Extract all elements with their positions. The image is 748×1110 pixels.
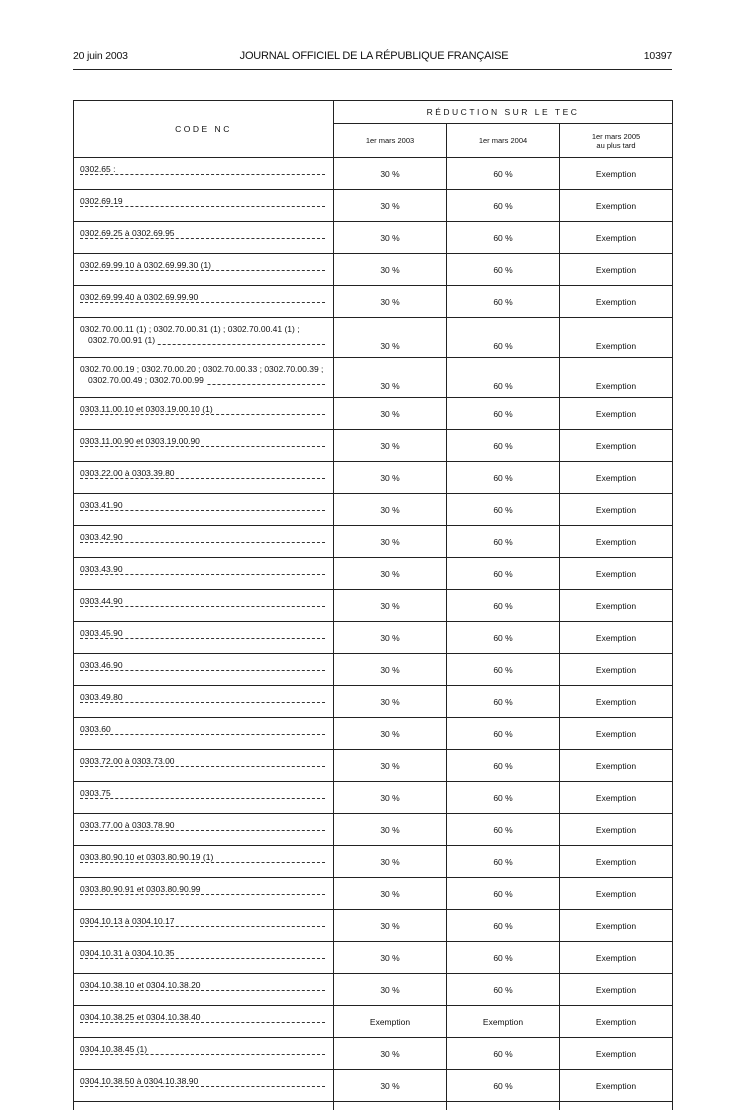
code-label: 0304.10.31 à 0304.10.35	[80, 948, 177, 958]
table-row	[74, 494, 673, 526]
value-2003: 30 %	[334, 190, 447, 222]
value-2003: 30 %	[334, 910, 447, 942]
code-label: 0303.43.90	[80, 564, 125, 574]
dot-leader	[80, 1054, 325, 1055]
value-2003: 30 %	[334, 1070, 447, 1102]
code-cell	[74, 622, 334, 654]
dot-leader	[80, 702, 325, 703]
value-2003: 30 %	[334, 718, 447, 750]
value-2003: 30 %	[334, 318, 447, 358]
value-2005: Exemption	[560, 878, 673, 910]
value-2005: Exemption	[560, 430, 673, 462]
dot-leader	[80, 990, 325, 991]
code-cell	[74, 750, 334, 782]
value-2004: 60 %	[447, 974, 560, 1006]
value-2003: Exemption	[334, 1006, 447, 1038]
continuation-cell	[447, 1102, 560, 1110]
table-row	[74, 1006, 673, 1038]
value-2003: 30 %	[334, 494, 447, 526]
dot-leader	[80, 174, 325, 175]
value-2005: Exemption	[560, 814, 673, 846]
value-2005: Exemption	[560, 1006, 673, 1038]
code-cell	[74, 430, 334, 462]
col-2005-line2: au plus tard	[560, 141, 672, 150]
value-2003: 30 %	[334, 590, 447, 622]
table-row	[74, 718, 673, 750]
code-cell	[74, 654, 334, 686]
dot-leader	[80, 862, 325, 863]
table-row	[74, 622, 673, 654]
dot-leader	[80, 302, 325, 303]
journal-title: JOURNAL OFFICIEL DE LA RÉPUBLIQUE FRANÇAISE	[0, 50, 748, 62]
code-label: 0304.10.38.10 et 0304.10.38.20	[80, 980, 203, 990]
dot-leader	[80, 894, 325, 895]
value-2005: Exemption	[560, 686, 673, 718]
value-2005: Exemption	[560, 318, 673, 358]
code-line: 0302.70.00.19 ; 0302.70.00.20 ; 0302.70.00.33 ; 0302.70.00.39 ;	[80, 364, 327, 375]
value-2003: 30 %	[334, 654, 447, 686]
value-2005: Exemption	[560, 590, 673, 622]
value-2004: 60 %	[447, 622, 560, 654]
table-row	[74, 158, 673, 190]
value-2005: Exemption	[560, 358, 673, 398]
page-number: 10397	[644, 50, 672, 62]
value-2004: 60 %	[447, 398, 560, 430]
code-label: 0304.10.13 à 0304.10.17	[80, 916, 177, 926]
value-2005: Exemption	[560, 718, 673, 750]
code-label: 0303.42.90	[80, 532, 125, 542]
code-cell	[74, 878, 334, 910]
table-row	[74, 910, 673, 942]
continuation-cell	[560, 1102, 673, 1110]
value-2003: 30 %	[334, 526, 447, 558]
code-label: 0302.69.25 à 0302.69.95	[80, 228, 177, 238]
dot-leader	[80, 446, 325, 447]
code-label: 0303.72.00 à 0303.73.00	[80, 756, 177, 766]
code-cell	[74, 558, 334, 590]
value-2003: 30 %	[334, 622, 447, 654]
value-2004: 60 %	[447, 654, 560, 686]
value-2004: 60 %	[447, 686, 560, 718]
table-continuation	[74, 1102, 673, 1110]
table-row	[74, 846, 673, 878]
value-2005: Exemption	[560, 494, 673, 526]
table-row	[74, 526, 673, 558]
code-cell	[74, 1006, 334, 1038]
value-2003: 30 %	[334, 286, 447, 318]
code-cell	[74, 286, 334, 318]
value-2004: 60 %	[447, 1038, 560, 1070]
value-2005: Exemption	[560, 190, 673, 222]
value-2004: 60 %	[447, 190, 560, 222]
table-row	[74, 1038, 673, 1070]
table-row	[74, 750, 673, 782]
code-cell	[74, 782, 334, 814]
value-2004: 60 %	[447, 318, 560, 358]
code-label: 0304.10.38.50 à 0304.10.38.90	[80, 1076, 200, 1086]
table-row	[74, 462, 673, 494]
value-2004: 60 %	[447, 358, 560, 398]
code-cell	[74, 222, 334, 254]
value-2003: 30 %	[334, 430, 447, 462]
value-2003: 30 %	[334, 1038, 447, 1070]
code-label: 0303.46.90	[80, 660, 125, 670]
value-2004: 60 %	[447, 750, 560, 782]
dot-leader	[80, 574, 325, 575]
value-2004: 60 %	[447, 430, 560, 462]
value-2003: 30 %	[334, 782, 447, 814]
col-2003-header: 1er mars 2003	[334, 124, 447, 158]
value-2004: 60 %	[447, 878, 560, 910]
value-2004: 60 %	[447, 494, 560, 526]
value-2003: 30 %	[334, 686, 447, 718]
value-2003: 30 %	[334, 398, 447, 430]
header-rule	[73, 69, 672, 70]
code-label: 0302.69.99.10 à 0302.69.99.30 (1)	[80, 260, 213, 270]
value-2003: 30 %	[334, 254, 447, 286]
value-2005: Exemption	[560, 526, 673, 558]
value-2004: 60 %	[447, 558, 560, 590]
value-2004: 60 %	[447, 222, 560, 254]
dot-leader	[80, 798, 325, 799]
table-row	[74, 558, 673, 590]
dot-leader	[80, 478, 325, 479]
code-label: 0303.45.90	[80, 628, 125, 638]
value-2005: Exemption	[560, 910, 673, 942]
value-2004: 60 %	[447, 782, 560, 814]
code-label: 0303.22.00 à 0303.39.80	[80, 468, 177, 478]
dot-leader	[80, 414, 325, 415]
code-label: 0303.41.90	[80, 500, 125, 510]
code-cell	[74, 254, 334, 286]
value-2005: Exemption	[560, 1038, 673, 1070]
code-cell	[74, 462, 334, 494]
code-label: 0302.65 :	[80, 164, 117, 174]
header-date: 20 juin 2003	[73, 50, 128, 62]
code-cell	[74, 318, 334, 358]
code-label: 0302.69.99.40 à 0302.69.99.90	[80, 292, 200, 302]
code-label: 0304.10.38.25 et 0304.10.38.40	[80, 1012, 203, 1022]
value-2003: 30 %	[334, 750, 447, 782]
dot-leader	[80, 766, 325, 767]
code-label: 0303.11.00.10 et 0303.19.00.10 (1)	[80, 404, 215, 414]
table-row	[74, 286, 673, 318]
code-cell	[74, 494, 334, 526]
value-2005: Exemption	[560, 558, 673, 590]
table-row	[74, 654, 673, 686]
code-label: 0303.11.00.90 et 0303.19.00.90	[80, 436, 202, 446]
table-row	[74, 430, 673, 462]
dot-leader	[80, 1086, 325, 1087]
value-2003: 30 %	[334, 558, 447, 590]
dot-leader	[80, 606, 325, 607]
value-2005: Exemption	[560, 1070, 673, 1102]
value-2003: 30 %	[334, 878, 447, 910]
table-row	[74, 318, 673, 358]
code-cell	[74, 1070, 334, 1102]
dot-leader	[80, 734, 325, 735]
value-2005: Exemption	[560, 846, 673, 878]
table-row	[74, 942, 673, 974]
value-2005: Exemption	[560, 782, 673, 814]
value-2004: 60 %	[447, 526, 560, 558]
value-2004: 60 %	[447, 718, 560, 750]
value-2005: Exemption	[560, 750, 673, 782]
continuation-cell	[74, 1102, 334, 1110]
code-cell	[74, 590, 334, 622]
dot-leader	[80, 238, 325, 239]
code-cell	[74, 1038, 334, 1070]
table-row	[74, 686, 673, 718]
value-2003: 30 %	[334, 846, 447, 878]
value-2004: 60 %	[447, 254, 560, 286]
value-2004: 60 %	[447, 158, 560, 190]
code-label: 0303.75	[80, 788, 113, 798]
table-body	[74, 158, 673, 1110]
table-row	[74, 254, 673, 286]
value-2004: 60 %	[447, 910, 560, 942]
code-cell	[74, 358, 334, 398]
code-label: 0303.80.90.10 et 0303.80.90.19 (1)	[80, 852, 215, 862]
code-cell	[74, 846, 334, 878]
code-label: 0303.44.90	[80, 596, 125, 606]
value-2005: Exemption	[560, 974, 673, 1006]
table-row	[74, 1070, 673, 1102]
value-2005: Exemption	[560, 622, 673, 654]
table-row	[74, 878, 673, 910]
code-line-continued: 0302.70.00.49 ; 0302.70.00.99	[88, 375, 206, 385]
value-2004: Exemption	[447, 1006, 560, 1038]
code-cell	[74, 814, 334, 846]
value-2005: Exemption	[560, 222, 673, 254]
code-line-continued: 0302.70.00.91 (1)	[88, 335, 157, 345]
value-2005: Exemption	[560, 942, 673, 974]
code-cell	[74, 190, 334, 222]
dot-leader	[80, 638, 325, 639]
value-2003: 30 %	[334, 222, 447, 254]
code-cell	[74, 686, 334, 718]
code-label: 0303.80.90.91 et 0303.80.90.99	[80, 884, 203, 894]
code-label: 0303.77.00 à 0303.78.90	[80, 820, 177, 830]
table-row	[74, 358, 673, 398]
table-row	[74, 814, 673, 846]
code-cell	[74, 718, 334, 750]
reduction-header: RÉDUCTION SUR LE TEC	[334, 101, 673, 124]
value-2003: 30 %	[334, 942, 447, 974]
value-2004: 60 %	[447, 590, 560, 622]
col-2005-header	[560, 124, 673, 158]
code-label: 0302.69.19	[80, 196, 125, 206]
dot-leader	[80, 510, 325, 511]
dot-leader	[80, 926, 325, 927]
reduction-table	[73, 100, 673, 1110]
code-label: 0303.60	[80, 724, 113, 734]
value-2004: 60 %	[447, 286, 560, 318]
value-2005: Exemption	[560, 254, 673, 286]
value-2005: Exemption	[560, 286, 673, 318]
dot-leader	[80, 206, 325, 207]
value-2005: Exemption	[560, 158, 673, 190]
value-2004: 60 %	[447, 942, 560, 974]
code-cell	[74, 942, 334, 974]
value-2005: Exemption	[560, 398, 673, 430]
value-2003: 30 %	[334, 462, 447, 494]
value-2003: 30 %	[334, 974, 447, 1006]
table-row	[74, 398, 673, 430]
value-2004: 60 %	[447, 814, 560, 846]
value-2003: 30 %	[334, 814, 447, 846]
value-2004: 60 %	[447, 846, 560, 878]
code-cell	[74, 910, 334, 942]
code-cell	[74, 158, 334, 190]
dot-leader	[80, 542, 325, 543]
table-row	[74, 190, 673, 222]
code-label: 0303.49.80	[80, 692, 125, 702]
value-2003: 30 %	[334, 358, 447, 398]
code-nc-header: CODE NC	[74, 101, 334, 158]
col-2005-line1: 1er mars 2005	[560, 132, 672, 141]
value-2005: Exemption	[560, 654, 673, 686]
dot-leader	[80, 958, 325, 959]
value-2004: 60 %	[447, 1070, 560, 1102]
continuation-cell	[334, 1102, 447, 1110]
dot-leader	[80, 830, 325, 831]
dot-leader	[80, 270, 325, 271]
table-row	[74, 782, 673, 814]
code-label: 0304.10.38.45 (1)	[80, 1044, 149, 1054]
table-row	[74, 222, 673, 254]
value-2004: 60 %	[447, 462, 560, 494]
table-row	[74, 590, 673, 622]
code-cell	[74, 398, 334, 430]
value-2003: 30 %	[334, 158, 447, 190]
dot-leader	[80, 1022, 325, 1023]
value-2005: Exemption	[560, 462, 673, 494]
code-cell	[74, 526, 334, 558]
dot-leader	[80, 670, 325, 671]
code-line: 0302.70.00.11 (1) ; 0302.70.00.31 (1) ; 0302.70.00.41 (1) ;	[80, 324, 327, 335]
col-2004-header: 1er mars 2004	[447, 124, 560, 158]
